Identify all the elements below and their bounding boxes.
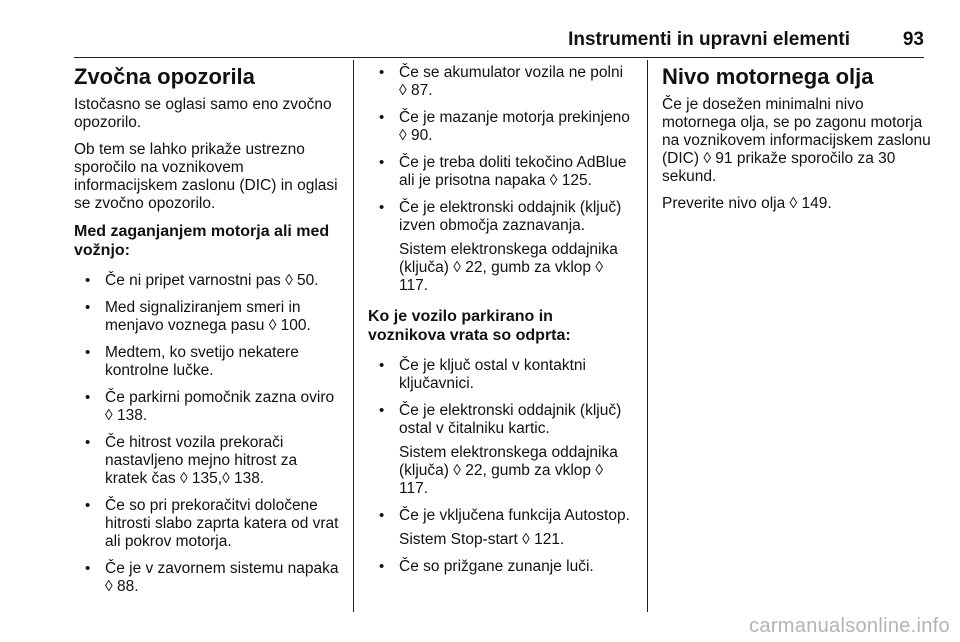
page-number: 93 [902,29,924,50]
chapter-title: Instrumenti in upravni elementi [568,29,850,50]
section-heading-sound-warnings: Zvočna opozorila [74,64,255,89]
column-1 [74,64,342,608]
subheading-engine-start: Med zaganjanjem motorja ali med vožnjo: [74,223,330,259]
paragraph: Če je dosežen minimalni nivo motornega olja, se po zagonu motorja na voznikovem informacijskem zaslonu (DIC) ◊ 91 prikaže sporočilo za 30 sekund. [662,96,931,185]
list-item: • Če je v zavornem sistemu napaka ◊ 88. [74,560,342,596]
bullet-list [74,272,342,596]
list-item: • Če je elektronski oddajnik (ključ) izven območja zaznavanja. Sistem elektronskega oddajnika (ključa) ◊ 22, gumb za vklop ◊ 117. [368,199,634,295]
list-item-note: Sistem elektronskega oddajnika (ključa) ◊ 22, gumb za vklop ◊ 117. [399,241,618,294]
list-item: • Če je elektronski oddajnik (ključ) ostal v čitalniku kartic. Sistem elektronskega oddajnika (ključa) ◊ 22, gumb za vklop ◊ 117. [368,402,634,498]
column-2 [368,64,634,588]
list-item: • Če je mazanje motorja prekinjeno ◊ 90. [368,109,634,145]
list-item: • Med signaliziranjem smeri in menjavo voznega pasu ◊ 100. [74,299,342,335]
column-divider-1 [353,60,354,612]
list-item: • Če so prižgane zunanje luči. [368,558,634,576]
column-3 [662,64,932,222]
list-item: • Če hitrost vozila prekorači nastavljeno mejno hitrost za kratek čas ◊ 135,◊ 138. [74,434,342,488]
paragraph: Preverite nivo olja ◊ 149. [662,195,832,212]
list-item: • Če je vključena funkcija Autostop. Sistem Stop-start ◊ 121. [368,507,634,549]
section-heading-oil-level: Nivo motornega olja [662,64,874,89]
watermark: carmanualsonline.info [749,615,950,637]
paragraph: Istočasno se oglasi samo eno zvočno opozorilo. [74,96,332,131]
page-header [74,26,924,54]
list-item-note: Sistem Stop-start ◊ 121. [399,531,565,548]
column-divider-2 [647,60,648,612]
list-item: • Če je ključ ostal v kontaktni ključavnici. [368,357,634,393]
list-item: • Če je treba doliti tekočino AdBlue ali je prisotna napaka ◊ 125. [368,154,634,190]
list-item: • Če se akumulator vozila ne polni ◊ 87. [368,64,634,100]
list-item: • Če ni pripet varnostni pas ◊ 50. [74,272,342,290]
list-item: • Če so pri prekoračitvi določene hitrosti slabo zaprta katera od vrat ali pokrov motorja. [74,497,342,551]
bullet-list [368,357,634,576]
paragraph: Ob tem se lahko prikaže ustrezno sporočilo na voznikovem informacijskem zaslonu (DIC) in oglasi se zvočno opozorilo. [74,141,338,212]
list-item-note: Sistem elektronskega oddajnika (ključa) ◊ 22, gumb za vklop ◊ 117. [399,444,618,497]
subheading-parked: Ko je vozilo parkirano in voznikova vrata so odprta: [368,308,571,344]
list-item: • Medtem, ko svetijo nekatere kontrolne lučke. [74,344,342,380]
bullet-list [368,64,634,295]
list-item: • Če parkirni pomočnik zazna oviro ◊ 138. [74,389,342,425]
header-rule [74,57,924,58]
